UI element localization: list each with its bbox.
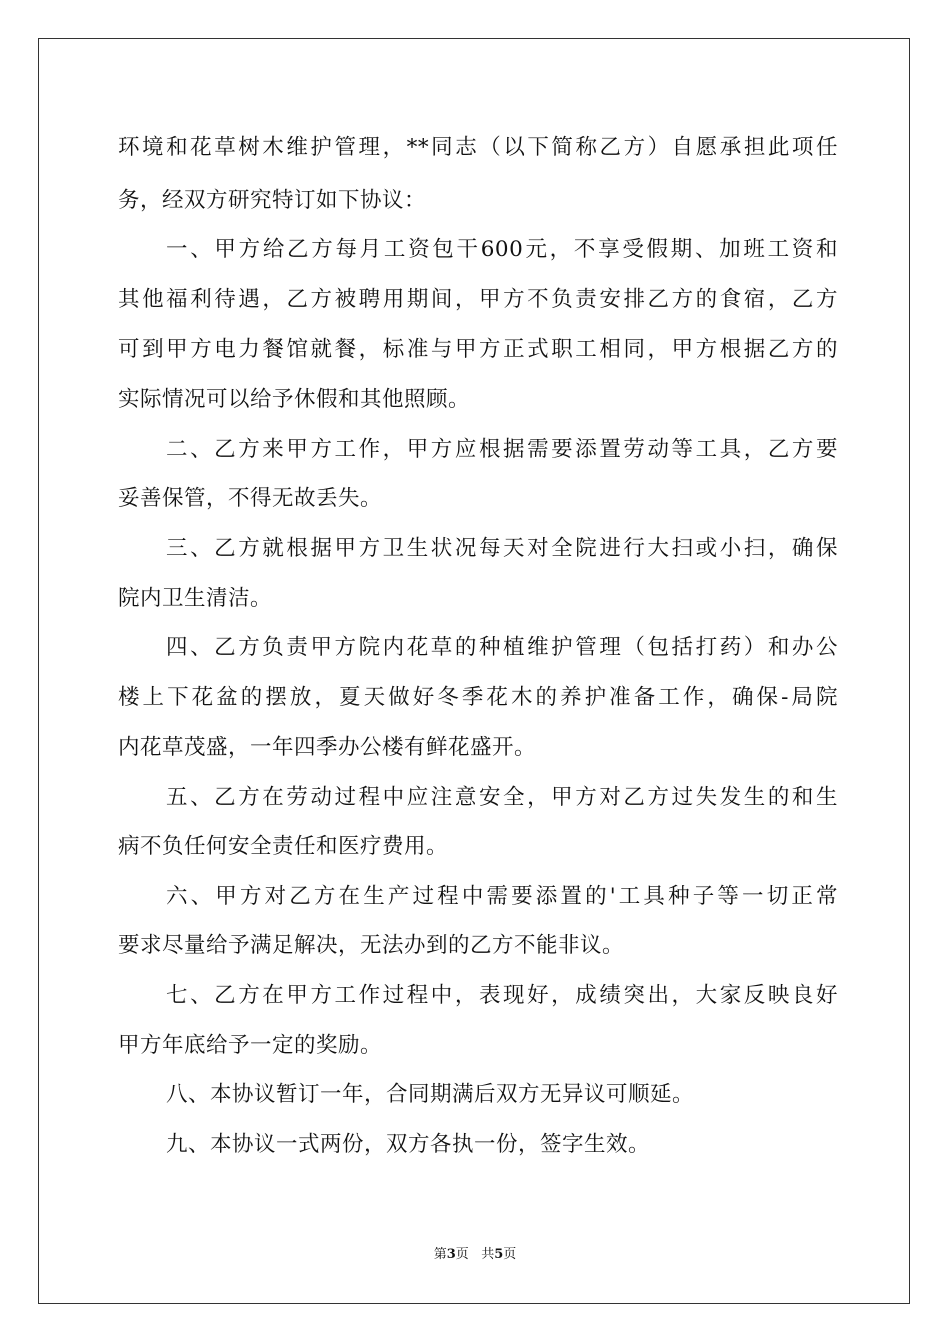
text-line: 可到甲方电力餐馆就餐，标准与甲方正式职工相同，甲方根据乙方的: [118, 337, 838, 362]
page-number-footer: [0, 1247, 950, 1263]
total-suffix: 页: [503, 1247, 517, 1262]
paragraph-5-line-1: 五、乙方在劳动过程中应注意安全，甲方对乙方过失发生的和生: [166, 785, 838, 810]
paragraph-9: 九、本协议一式两份，双方各执一份，签字生效。: [166, 1132, 651, 1157]
paragraph-2-line-1: 二、乙方来甲方工作，甲方应根据需要添置劳动等工具，乙方要: [166, 437, 838, 462]
text-line: 内花草茂盛，一年四季办公楼有鲜花盛开。: [118, 735, 537, 760]
paragraph-3-line-1: 三、乙方就根据甲方卫生状况每天对全院进行大扫或小扫，确保: [166, 536, 838, 561]
paragraph-6-line-1: 六、甲方对乙方在生产过程中需要添置的'工具种子等一切正常: [166, 884, 838, 909]
text-line: 其他福利待遇，乙方被聘用期间，甲方不负责安排乙方的食宿，乙方: [118, 287, 838, 312]
text-line: 要求尽量给予满足解决，无法办到的乙方不能非议。: [118, 933, 625, 958]
page-suffix: 页: [455, 1247, 469, 1262]
total-prefix: 共: [481, 1247, 495, 1262]
text-line: 环境和花草树木维护管理，**同志（以下简称乙方）自愿承担此项任: [118, 135, 838, 160]
text-line: 妥善保管，不得无故丢失。: [118, 486, 383, 511]
current-page-number: 3: [446, 1247, 456, 1262]
text-line: 实际情况可以给予休假和其他照顾。: [118, 387, 471, 412]
text-line: 病不负任何安全责任和医疗费用。: [118, 834, 449, 859]
page-prefix: 第: [433, 1247, 447, 1262]
paragraph-4-line-1: 四、乙方负责甲方院内花草的种植维护管理（包括打药）和办公: [166, 635, 838, 660]
paragraph-1-line-1: 一、甲方给乙方每月工资包干600元，不享受假期、加班工资和: [166, 237, 838, 262]
text-line: 楼上下花盆的摆放，夏天做好冬季花木的养护准备工作，确保-局院: [118, 685, 838, 710]
text-line: 务，经双方研究特订如下协议：: [118, 188, 427, 213]
page-border: [38, 38, 910, 1304]
total-page-number: 5: [494, 1247, 504, 1262]
text-line: 院内卫生清洁。: [118, 586, 273, 611]
paragraph-7-line-1: 七、乙方在甲方工作过程中，表现好，成绩突出，大家反映良好: [166, 983, 838, 1008]
text-line: 甲方年底给予一定的奖励。: [118, 1033, 383, 1058]
paragraph-8: 八、本协议暂订一年，合同期满后双方无异议可顺延。: [166, 1082, 695, 1107]
